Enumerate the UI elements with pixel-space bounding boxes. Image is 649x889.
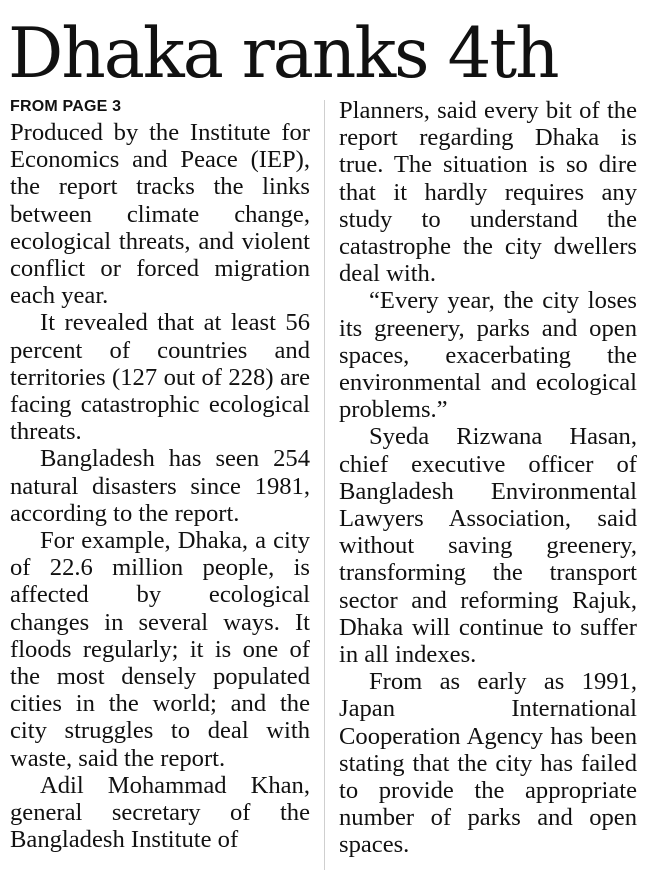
article-column-right [339,97,637,859]
paragraph: Syeda Rizwana Hasan, chief executive officer of Bangladesh Environmental Lawyers Association, said without saving greenery, transforming the transport sector and reforming Rajuk, Dhaka will continue to suffer in all indexes. [339,423,637,669]
paragraph: Produced by the Institute for Economics and Peace (IEP), the report tracks the links between climate change, ecological threats, and violent conflict or forced migration each year. [10,119,310,310]
paragraph: Bangladesh has seen 254 natural disasters since 1981, according to the report. [10,445,310,527]
paragraph: Adil Mohammad Khan, general secretary of the Bangladesh Institute of [10,771,310,854]
headline: Dhaka ranks 4th [8,14,558,94]
article-column-left [10,96,310,853]
paragraph: It revealed that at least 56 percent of countries and territories (127 out of 228) are facing catastrophic ecological threats. [10,309,310,446]
continuation-kicker: FROM PAGE 3 [10,98,122,115]
column-divider [324,100,325,870]
paragraph: Planners, said every bit of the report regarding Dhaka is true. The situation is so dire that it hardly requires any study to understand the catastrophe the city dwellers deal with. [339,97,637,288]
paragraph: From as early as 1991, Japan International Cooperation Agency has been stating that the city has failed to provide the appropriate number of parks and open spaces. [339,668,637,859]
paragraph: For example, Dhaka, a city of 22.6 million people, is affected by ecological changes in several ways. It floods regularly; it is one of the most densely populated cities in the world; and the city struggles to deal with waste, said the report. [10,527,310,772]
paragraph: “Every year, the city loses its greenery, parks and open spaces, exacerbating the environmental and ecological problems.” [339,287,637,424]
